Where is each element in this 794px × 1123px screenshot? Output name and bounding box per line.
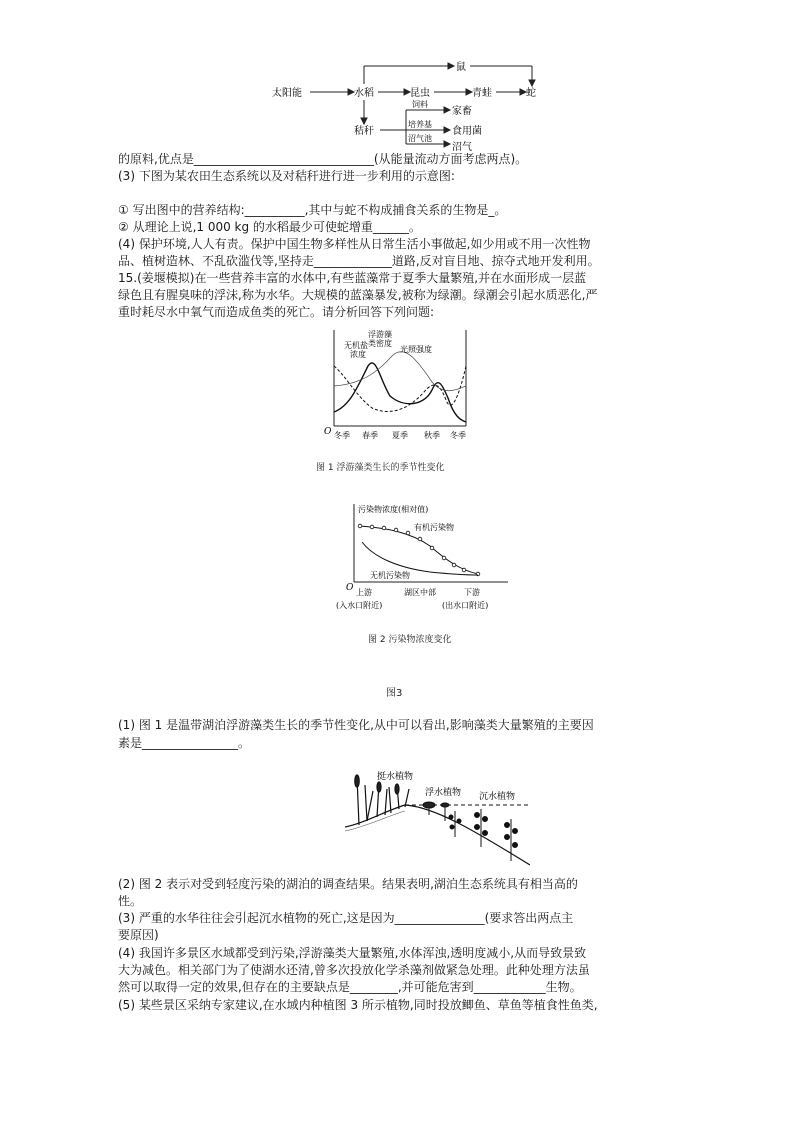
organic-data-point xyxy=(406,531,410,535)
text-line-6: 品、植树造林、不乱砍滥伐等,坚持走_____________道路,反对盲目地、掠夺式地开发利用。 xyxy=(118,254,600,268)
fig1-x-tick: 春季 xyxy=(362,431,378,440)
text-line-8: 绿色且有腥臭味的浮沫,称为水华。大规模的蓝藻暴发,被称为绿潮。绿潮会引起水质恶化,严 xyxy=(118,288,598,302)
question-4-line-c: 然可以取得一定的效果,但存在的主要缺点是________,并可能危害到____________生物。 xyxy=(118,980,582,994)
text-line-3: ① 写出图中的营养结构:__________,其中与蛇不构成捕食关系的生物是_。 xyxy=(118,203,507,217)
feed-label: 饲料 xyxy=(412,100,428,109)
insect-label: 昆虫 xyxy=(410,88,430,99)
organic-data-point xyxy=(462,568,466,572)
inorganic-label: 无机污染物 xyxy=(370,571,410,580)
question-3-line-a: (3) 严重的水华往往会引起沉水植物的死亡,这是因为_______________(要求答出两点主 xyxy=(118,911,574,925)
figure-3-caption: 图3 xyxy=(386,688,403,699)
frog-label: 青蛙 xyxy=(472,88,492,99)
organic-data-point xyxy=(452,563,456,567)
figure-3-aquatic-plants xyxy=(345,765,530,873)
organic-data-point xyxy=(382,526,386,530)
inorganic-salt-curve xyxy=(334,366,466,411)
question-1-line-a: (1) 图 1 是温带湖泊浮游藻类生长的季节性变化,从中可以看出,影响藻类大量繁殖的主要因 xyxy=(118,718,594,732)
label-algae: 浮游藻 xyxy=(368,330,392,339)
snake-label: 蛇 xyxy=(526,88,536,99)
rice-label: 水稻 xyxy=(354,88,374,99)
label-floating: 浮水植物 xyxy=(425,788,462,798)
organic-data-point xyxy=(442,556,446,560)
question-2-line-b: 性。 xyxy=(118,894,143,908)
x-sub-inlet: (入水口附近) xyxy=(336,601,383,610)
text-line-5: (4) 保护环境,人人有责。保护中国生物多样性从日常生活小事做起,如少用或不用一次性物 xyxy=(118,237,591,251)
x-tick-middle: 湖区中部 xyxy=(404,588,436,597)
label-algae-2: 类密度 xyxy=(368,339,392,348)
medium-label: 培养基 xyxy=(408,120,432,129)
label-emergent: 挺水植物 xyxy=(377,772,414,782)
label-salt-2: 浓度 xyxy=(350,350,366,359)
digester-label: 沼气池 xyxy=(408,134,432,143)
question-3-line-b: 要原因) xyxy=(118,928,159,942)
x-tick-upstream: 上游 xyxy=(356,588,372,597)
organic-data-point xyxy=(358,524,362,528)
question-4-line-b: 大为减色。相关部门为了使湖水还清,曾多次投放化学杀藻剂做紧急处理。此种处理方法虽 xyxy=(118,963,590,977)
organic-data-point xyxy=(418,537,422,541)
question-1-line-b: 素是________________。 xyxy=(118,736,251,750)
text-line-7: 15.(姜堰模拟)在一些营养丰富的水体中,有些蓝藻常于夏季大量繁殖,并在水面形成一层蓝 xyxy=(118,271,587,285)
algae-density-curve xyxy=(334,363,466,422)
fig2-ylabel: 污染物浓度(相对值) xyxy=(358,505,429,514)
sun-label: 太阳能 xyxy=(272,88,302,99)
x-tick-downstream: 下游 xyxy=(464,588,480,597)
fungus-label: 食用菌 xyxy=(452,126,482,137)
question-5-line-a: (5) 某些景区采纳专家建议,在水域内种植图 3 所示植物,同时投放鲫鱼、草鱼等植食性鱼类, xyxy=(118,998,598,1012)
text-line-9: 重时耗尽水中氧气而造成鱼类的死亡。请分析回答下列问题: xyxy=(118,305,435,319)
straw-label: 秸秆 xyxy=(354,126,374,137)
rat-label: 鼠 xyxy=(456,62,466,73)
organic-data-point xyxy=(370,525,374,529)
question-4-line-a: (4) 我国许多景区水域都受到污染,浮游藻类大量繁殖,水体浑浊,透明度减小,从而导致景致 xyxy=(118,946,587,960)
figure-2-caption: 图 2 污染物浓度变化 xyxy=(368,635,452,645)
label-submerged: 沉水植物 xyxy=(479,792,516,802)
label-salt: 无机盐 xyxy=(344,341,368,350)
text-line-1: 的原料,优点是______________________________(从能量流动方面考虑两点)。 xyxy=(118,152,528,166)
fig1-x-tick: 冬季 xyxy=(334,431,350,440)
figure-1-seasonal-chart xyxy=(320,326,470,444)
organic-data-point xyxy=(430,546,434,550)
organic-label: 有机污染物 xyxy=(414,523,454,532)
text-line-2: (3) 下图为某农田生态系统以及对秸秆进行进一步利用的示意图: xyxy=(118,169,455,183)
fig1-x-tick: 秋季 xyxy=(424,431,440,440)
x-sub-outlet: (出水口附近) xyxy=(442,601,489,610)
fig1-x-tick: 冬季 xyxy=(450,431,466,440)
origin-label: O xyxy=(324,427,332,437)
text-line-4: ② 从理论上说,1 000 kg 的水稻最少可使蛇增重______。 xyxy=(118,220,421,234)
organic-data-point xyxy=(394,528,398,532)
fig2-origin: O xyxy=(346,583,354,593)
question-2-line-a: (2) 图 2 表示对受到轻度污染的湖泊的调查结果。结果表明,湖泊生态系统具有相当高的 xyxy=(118,877,578,891)
figure-1-caption: 图 1 浮游藻类生长的季节性变化 xyxy=(316,463,445,473)
label-light: 光照强度 xyxy=(400,345,432,354)
livestock-label: 家畜 xyxy=(452,106,472,117)
organic-pollutant-curve xyxy=(360,526,478,574)
figure-2-pollution-chart xyxy=(330,502,510,614)
biogas-label: 沼气 xyxy=(452,142,472,153)
food-web-diagram xyxy=(270,54,550,154)
fig1-x-tick: 夏季 xyxy=(392,431,408,440)
